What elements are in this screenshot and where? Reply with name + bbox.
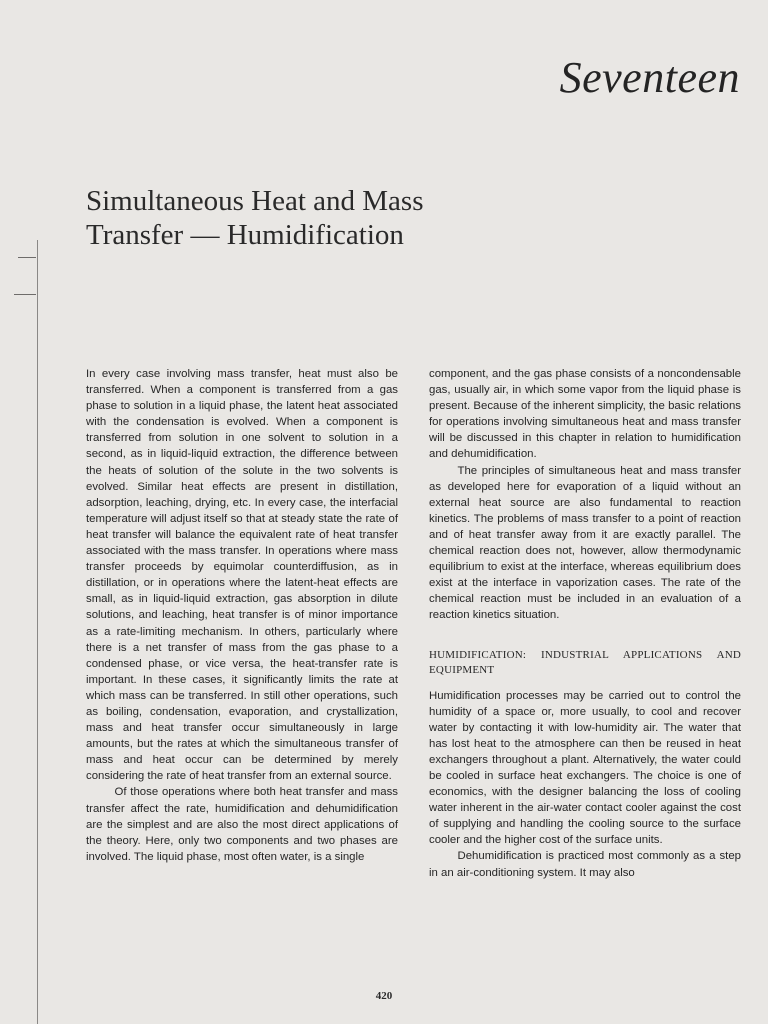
chapter-title-line-1: Simultaneous Heat and Mass bbox=[86, 185, 424, 217]
paragraph: Dehumidification is practiced most commonly as a step in an air-conditioning system. It may also bbox=[429, 850, 741, 879]
scan-mark bbox=[14, 294, 36, 295]
left-text-column bbox=[86, 366, 398, 865]
chapter-number: Seventeen bbox=[559, 53, 740, 102]
paragraph: Humidification processes may be carried out to control the humidity of a space or, more usually, to cool and recover water by contacting it with low-humidity air. The water that has lost heat to the atmosphere can then be reused in heat exchangers throughout a plant. Alternatively, the water could be cooled in surface heat exchangers. The choice is one of economics, with the designer balancing the loss of cooling water inherent in the air-water contact cooler against the cost of supplying and handling the cooling source to the surface cooler and the higher cost of the surface units. bbox=[429, 689, 741, 847]
page-number: 420 bbox=[375, 990, 393, 1002]
page-margin-line bbox=[37, 240, 38, 1024]
paragraph: The principles of simultaneous heat and mass transfer as developed here for evaporation of a liquid without an external heat source are also fundamental to reaction kinetics. The problems of mass transfer to a point of reaction and of heat transfer away from it are exactly parallel. The chemical reaction does not, however, allow thermodynamic equilibrium to exist at the interface, whereas equilibrium does exist at the interface in vaporization cases. The rate of the chemical reaction must be included in an evaluation of a reaction kinetics situation. bbox=[429, 464, 741, 622]
chapter-title bbox=[86, 184, 556, 252]
paragraph: component, and the gas phase consists of a noncondensable gas, usually air, in which some vapor from the liquid phase is present. Because of the inherent simplicity, the basic relations for operations involving simultaneous heat and mass transfer will be discussed in this chapter in relation to humidification and dehumidification. bbox=[429, 368, 741, 461]
scan-mark bbox=[18, 257, 36, 258]
paragraph: In every case involving mass transfer, heat must also be transferred. When a component is transferred from a gas phase to solution in a liquid phase, the latent heat associated with the condensation is evolved. When a component is transferred from solution in one solvent to solution in a second, as in liquid-liquid extraction, the difference between the heats of solution of the solute in the two solvents is evolved. Similar heat effects are present in distillation, adsorption, leaching, drying, etc. In every case, the interfacial temperature will adjust itself so that at steady state the rate of heat transfer will balance the equivalent rate of heat transfer associated with the mass transfer. In operations where mass transfer proceeds by equimolar counterdiffusion, as in distillation, or in operations where the latent-heat effects are small, as in liquid-liquid extraction, gas absorption in dilute solutions, and leaching, heat transfer is of minor importance as a rate-limiting mechanism. In others, particularly where there is a net transfer of mass from the gas phase to a condensed phase, or vice versa, the heat-transfer rate is important. In these cases, it significantly limits the rate at which mass can be transferred. In still other operations, such as boiling, condensation, evaporation, and crystallization, mass and heat transfer occur simultaneously in large amounts, but the rates at which the simultaneous transfer of mass and heat occur can be determined by merely considering the rate of heat transfer from an external source. bbox=[86, 368, 398, 783]
section-heading: HUMIDIFICATION: INDUSTRIAL APPLICATIONS AND EQUIPMENT bbox=[429, 648, 741, 676]
paragraph: Of those operations where both heat transfer and mass transfer affect the rate, humidification and dehumidification are the simplest and are also the most direct applications of the theory. Here, only two components and two phases are involved. The liquid phase, most often water, is a single bbox=[86, 786, 398, 863]
right-text-column bbox=[429, 366, 741, 881]
chapter-title-line-2: Transfer — Humidification bbox=[86, 219, 404, 251]
